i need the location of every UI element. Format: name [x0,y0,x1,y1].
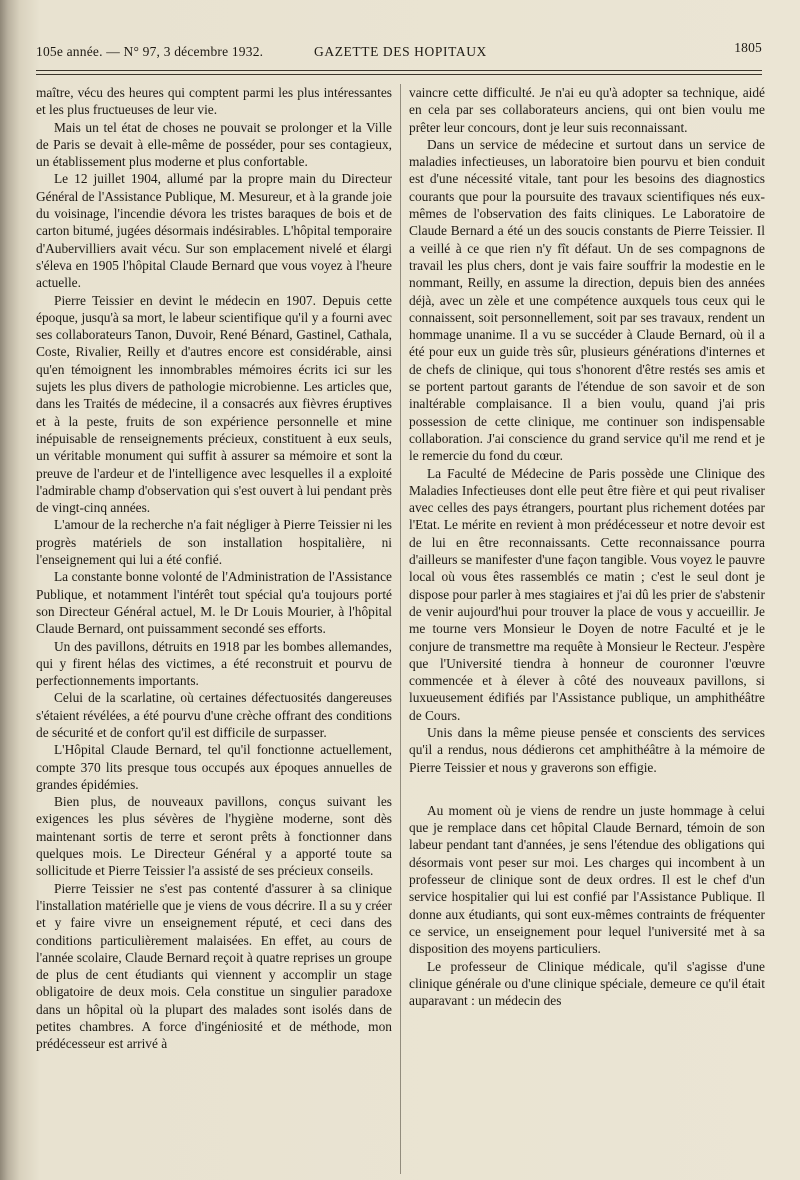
paragraph: Pierre Teissier en devint le médecin en 1907. Depuis cette époque, jusqu'à sa mort, le labeur scientifique qu'il y a fourni avec ses collaborateurs Tanon, Duvoir, René Bénard, Gastinel, Cathala, Coste, Rivalier, Reilly et d'autres encore est considérable, ainsi qu'en témoignent les innombrables mémoires écrits ici sur les sujets les plus divers de pathologie microbienne. Les articles que, dans les Traités de médecine, il a consacrés aux fièvres éruptives et à la peste, fruits de son expérience personnelle et mine inépuisable de renseignements précieux, constituent à eux seuls, un véritable monument qui suffit à assurer sa mémoire et sont la preuve de l'ardeur et de l'intelligence avec lesquelles il a exploité l'admirable champ d'observation qui s'est ouvert à lui pendant près de vingt-cinq années. [36,292,392,516]
paragraph: Le 12 juillet 1904, allumé par la propre main du Directeur Général de l'Assistance Publique, M. Mesureur, et à la grande joie du voisinage, l'incendie dévora les tristes baraques de bois et de carton bitumé, jugées désormais indésirables. L'hôpital temporaire d'Aubervilliers avait vécu. Sur son emplacement nivelé et élargi s'éleva en 1905 l'hôpital Claude Bernard que vous voyez à l'heure actuelle. [36,171,392,291]
paragraph: Un des pavillons, détruits en 1918 par les bombes allemandes, qui y firent hélas des victimes, a été reconstruit et pourvu de perfectionnements importants. [36,638,392,689]
journal-title: GAZETTE DES HOPITAUX [314,44,487,59]
paragraph: Bien plus, de nouveaux pavillons, conçus suivant les exigences les plus sévères de l'hygiène moderne, sont dès maintenant sortis de terre et seront prêts à fonctionner dans quelques mois. Le Directeur Général y a apporté toute sa sollicitude et Pierre Teissier l'a assisté de ses précieux conseils. [36,794,392,879]
paragraph: L'Hôpital Claude Bernard, tel qu'il fonctionne actuellement, compte 370 lits presque tous occupés aux époques annuelles de grandes épidémies. [36,742,392,792]
left-column [36,84,392,1174]
paragraph: Mais un tel état de choses ne pouvait se prolonger et la Ville de Paris se devait à elle-même de posséder, pour ses contagieux, un établissement plus moderne et plus confortable. [36,119,392,170]
paragraph: La constante bonne volonté de l'Administration de l'Assistance Publique, et notamment l'intérêt tout spécial qu'a toujours porté son Directeur Général actuel, M. le Dr Louis Mourier, à l'hôpital Claude Bernard, ont puissamment secondé ses efforts. [36,569,392,637]
page-header [36,40,762,66]
paragraph: maître, vécu des heures qui comptent parmi les plus intéressantes et les plus fructueuses de leur vie. [36,85,392,118]
paragraph: vaincre cette difficulté. Je n'ai eu qu'à adopter sa technique, aidé en cela par ses collaborateurs anciens, qui ont bien voulu me prêter leur concours, dont je leur suis reconnaissant. [409,85,765,135]
header-rule-double [36,74,762,75]
paragraph: Dans un service de médecine et surtout dans un service de maladies infectieuses, un laboratoire bien pourvu et bien conduit est d'une nécessité vitale, tant pour les besoins des diagnostics courants que pour la poursuite des travaux scientifiques nés eux-mêmes de l'observation des faits cliniques. Le Laboratoire de Claude Bernard a été un des soucis constants de Pierre Teissier. Il a veillé à ce que rien n'y fît défaut. Un de ses compagnons de travail les plus chers, dont je vais faire souffrir la modestie en le nommant, Reilly, en assume la direction, depuis bien des années déjà, avec un zèle et une compétence auxquels tous ceux qui le connaissent, soit personnellement, soit par ses travaux, rendent un hommage unanime. Il a vu se succéder à Claude Bernard, où il a été pour eux un guide très sûr, plusieurs générations d'internes et de chefs de clinique, qui tous s'honorent d'être restés ses amis et se portent partout garants de l'étendue de son savoir et de son inaltérable complaisance. Il a bien voulu, quand j'ai pris possession de cette clinique, me continuer son indispensable collaboration. J'ai conscience du grand service qu'il me rend et je le remercie du fond du cœur. [409,136,765,464]
paragraph: Celui de la scarlatine, où certaines défectuosités dangereuses s'étaient révélées, a été pourvu d'une crèche offrant des conditions de sécurité et de confort qu'il est difficile de surpasser. [36,690,392,740]
header-rule [36,70,762,71]
paragraph: La Faculté de Médecine de Paris possède une Clinique des Maladies Infectieuses dont elle peut être fière et qui peut rivaliser avec celles des pays étrangers, pourtant plus richement dotées par l'Etat. Le mérite en revient à mon prédécesseur et notre devoir est de lui en être reconnaissants. Cette reconnaissance pourra d'ailleurs se manifester d'une façon tangible. Vous voyez le pauvre local où vous êtes rassemblés ce matin ; c'est le seul dont je dispose pour parler à mes stagiaires et j'ai dû les prier de s'abstenir de venir aujourd'hui pour trouver la place de vous y accueillir. Je me tourne vers Monsieur le Doyen de notre Faculté et je le conjure de transmettre ma requête à Monsieur le Recteur. J'espère que l'Université tiendra à honneur de couronner l'œuvre commencée et à élever à côté des nouveaux pavillons, si luxueusement édifiés par l'Assistance publique, un amphithéâtre de Cours. [409,465,765,723]
right-column [409,84,765,1174]
paragraph: Au moment où je viens de rendre un juste hommage à celui que je remplace dans cet hôpital Claude Bernard, témoin de son labeur pendant tant d'années, je sens l'étendue des obligations qui désormais vont peser sur moi. Les charges qui incombent à un professeur de clinique sont de deux ordres. Il est le chef d'un service hospitalier qui lui est confié par l'Assistance Publique. Il donne aux étudiants, qui sont eux-mêmes contraints de fréquenter ce service, un enseignement pour lequel l'université met à sa disposition des moyens particuliers. [409,802,765,957]
issue-line: 105e année. — N° 97, 3 décembre 1932. [36,44,264,59]
paragraph: Unis dans la même pieuse pensée et conscients des services qu'il a rendus, nous dédierons cet amphithéâtre à la mémoire de Pierre Teissier et nous y graverons son effigie. [409,724,765,775]
paragraph: L'amour de la recherche n'a fait négliger à Pierre Teissier ni les progrès matériels de son installation hospitalière, ni l'enseignement qui lui a été confié. [36,517,392,568]
page-number: 1805 [734,40,762,55]
paragraph: Pierre Teissier ne s'est pas contenté d'assurer à sa clinique l'installation matérielle que je viens de vous décrire. Il a su y créer et y faire vivre un enseignement réputé, et ceci dans des conditions particulièrement malaisées. En effet, au cours de l'année scolaire, Claude Bernard reçoit à quatre reprises un groupe de plus de cent étudiants qui viennent y accomplir un stage obligatoire de deux mois. Cela constitue un singulier paradoxe dans un hôpital où la plupart des malades sont isolés dans de petites chambres. A force d'ingéniosité et de méthode, mon prédécesseur est arrivé à [36,880,392,1052]
paragraph: Le professeur de Clinique médicale, qu'il s'agisse d'une clinique générale ou d'une clinique spéciale, demeure ce qu'il était auparavant : un médecin des [409,958,765,1009]
column-divider [400,84,401,1174]
